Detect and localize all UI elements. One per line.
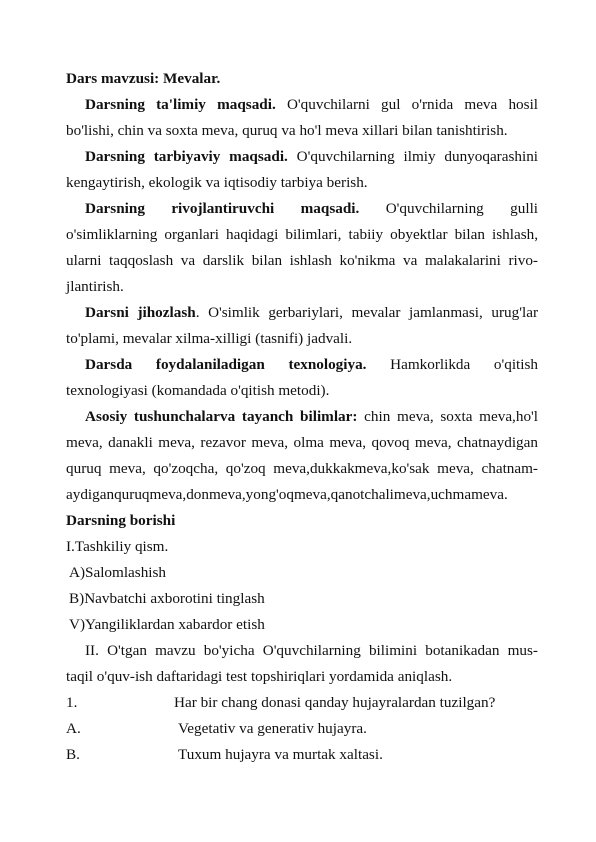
educational-goal-label: Darsning ta'limiy maqsadi. [85,96,276,113]
step-greeting: A)Salomlashish [69,564,167,581]
lesson-procedure-heading: Darsning borishi [66,512,176,529]
educational-goal-line2: bo'lishi, chin va soxta meva, quruq va ho'l meva xillari bilan tanishtirish. [66,122,508,139]
document-body [66,66,538,768]
test-answer-b [66,742,538,768]
key-concepts-label: Asosiy tushunchalarva tayanch bilimlar: [85,408,358,425]
step-news: V)Yangiliklardan xabardor etish [69,616,265,633]
equipment-label: Darsni jihozlash [85,304,196,321]
section-organizational: I.Tashkiliy qism. [66,538,169,555]
key-concepts-line1: Asosiy tushunchalarva tayanch bilimlar: chin meva, soxta meva,ho'l [85,408,538,425]
upbringing-goal-line2: kengaytirish, ekologik va iqtisodiy tarbiya berish. [66,174,368,191]
test-question-1 [66,690,538,716]
key-concepts-line2: meva, danakli meva, rezavor meva, olma meva, qovoq meva, chatnaydigan [66,434,538,451]
developmental-goal-line4: jlantirish. [66,278,124,295]
section-review-line2: taqil o'quv-ish daftaridagi test topshiriqlari yordamida aniqlash. [66,668,453,685]
answer-letter: B. [66,746,80,763]
upbringing-goal-label: Darsning tarbiyaviy maqsadi. [85,148,288,165]
answer-letter: A. [66,720,81,737]
lesson-title: Dars mavzusi: Mevalar. [66,70,221,87]
equipment-line1: Darsni jihozlash. O'simlik gerbariylari, mevalar jamlanmasi, urug'lar [85,304,538,321]
section-review-line1: II. O'tgan mavzu bo'yicha O'quvchilarning bilimini botanikadan mus- [85,642,538,659]
answer-text: Vegetativ va generativ hujayra. [178,720,367,737]
developmental-goal-line3: ularni taqqoslash va darslik bilan ishlash ko'nikma va malakalarini rivo- [66,252,538,269]
developmental-goal-line2: o'simliklarning organlari haqidagi bilimlari, tabiiy obyektlar bilan ishlash, [66,226,538,243]
key-concepts-line4: aydiganquruqmeva,donmeva,yong'oqmeva,qanotchalimeva,uchmameva. [66,486,508,503]
equipment-line2: to'plami, mevalar xilma-xilligi (tasnifi) jadvali. [66,330,353,347]
developmental-goal-line1: Darsning rivojlantiruvchi maqsadi. O'quvchilarning gulli [85,200,539,217]
step-duty-report: B)Navbatchi axborotini tinglash [69,590,265,607]
technology-line2: texnologiyasi (komandada o'qitish metodi). [66,382,330,399]
test-answer-a [66,716,538,742]
key-concepts-line3: quruq meva, qo'zoqcha, qo'zoq meva,dukkakmeva,ko'sak meva, chatnam- [66,460,538,477]
question-number: 1. [66,694,78,711]
question-text: Har bir chang donasi qanday hujayralardan tuzilgan? [174,694,496,711]
answer-text: Tuxum hujayra va murtak xaltasi. [178,746,383,763]
technology-line1: Darsda foydalaniladigan texnologiya. Hamkorlikda o'qitish [85,356,538,373]
upbringing-goal-line1: Darsning tarbiyaviy maqsadi. O'quvchilarning ilmiy dunyoqarashini [85,148,539,165]
educational-goal-line1: Darsning ta'limiy maqsadi. O'quvchilarni gul o'rnida meva hosil [85,96,539,113]
